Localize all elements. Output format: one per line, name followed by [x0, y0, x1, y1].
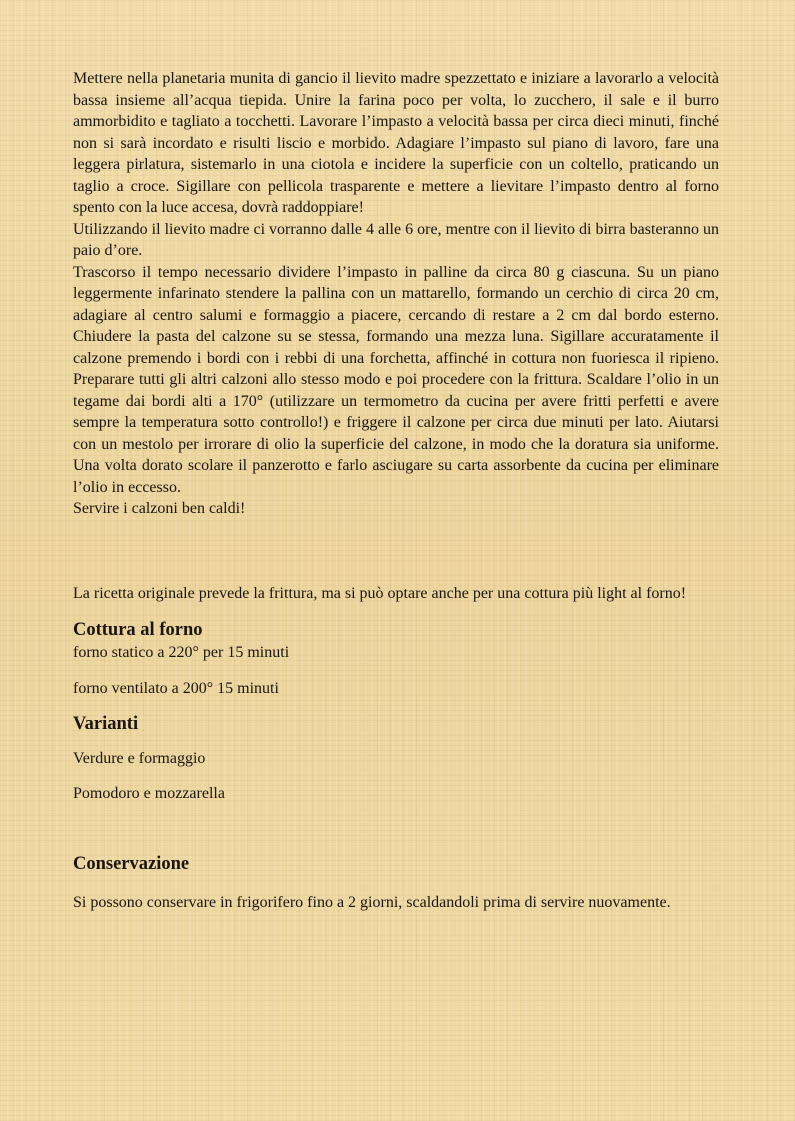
procedure-paragraph-1: Mettere nella planetaria munita di gancio il lievito madre spezzettato e iniziare a lavorarlo a velocità bassa insieme all’acqua tiepida. Unire la farina poco per volta, lo zucchero, il sale e il burro ammorbidito e tagliato a tocchetti. Lavorare l’impasto a velocità bassa per circa dieci minuti, finché non si sarà incordato e risulti liscio e morbido. Adagiare l’impasto sul piano di lavoro, fare una leggera pirlatura, sistemarlo in una ciotola e incidere la superficie con un coltello, praticando un taglio a croce. Sigillare con pellicola trasparente e mettere a lievitare l’impasto dentro al forno spento con la luce accesa, dovrà raddoppiare!	[73, 70, 719, 216]
procedure-paragraph-4: Servire i calzoni ben caldi!	[73, 500, 246, 517]
conservazione-heading: Conservazione	[73, 854, 190, 874]
procedure-section	[73, 68, 719, 520]
cottura-heading: Cottura al forno	[73, 620, 203, 640]
cottura-ventilato: forno ventilato a 200° 15 minuti	[73, 680, 279, 697]
baking-note: La ricetta originale prevede la frittura, ma si può optare anche per una cottura più light al forno!	[73, 584, 687, 602]
procedure-paragraph-2: Utilizzando il lievito madre ci vorranno dalle 4 alle 6 ore, mentre con il lievito di birra basteranno un paio d’ore.	[73, 220, 719, 259]
variant-item: Verdure e formaggio	[73, 750, 206, 767]
variant-item: Pomodoro e mozzarella	[73, 785, 225, 802]
procedure-paragraph-3: Trascorso il tempo necessario dividere l’impasto in palline da circa 80 g ciascuna. Su un piano leggermente infarinato stendere la pallina con un mattarello, formando un cerchio di circa 20 cm, adagiare al centro salumi e formaggio a piacere, cercando di restare a 2 cm dal bordo esterno. Chiudere la pasta del calzone su se stessa, formando una mezza luna. Sigillare accuratamente il calzone premendo i bordi con i rebbi di una forchetta, affinché in cottura non fuoriesca il ripieno. Preparare tutti gli altri calzoni allo stesso modo e poi procedere con la frittura. Scaldare l’olio in un tegame dai bordi alti a 170° (utilizzare un termometro da cucina per avere fritti perfetti e avere sempre la temperatura sotto controllo!) e friggere il calzone per circa due minuti per lato. Aiutarsi con un mestolo per irrorare di olio la superficie del calzone, in modo che la doratura sia uniforme. Una volta dorato scolare il panzerotto e farlo asciugare su carta assorbente da cucina per eliminare l’olio in eccesso.	[73, 263, 719, 496]
document-page	[73, 68, 719, 915]
conservazione-text: Si possono conservare in frigorifero fino a 2 giorni, scaldandoli prima di servire nuovamente.	[73, 894, 671, 911]
cottura-statico: forno statico a 220° per 15 minuti	[73, 644, 290, 661]
spacer	[73, 520, 719, 583]
varianti-heading: Varianti	[73, 714, 139, 734]
